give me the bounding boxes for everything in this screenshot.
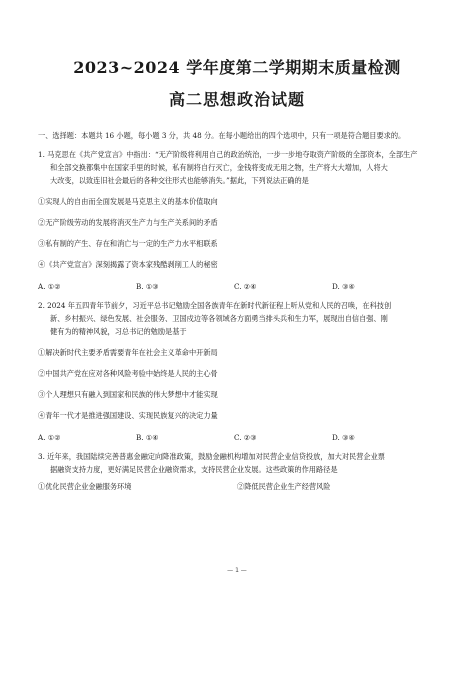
question-stem: 3. 近年来，我国陆续完善普惠金融定向降准政策，鼓励金融机构增加对民营企业信贷投放，加大对民营企业票 bbox=[38, 452, 385, 461]
choice-b: B. ①③ bbox=[136, 282, 159, 291]
question-2 bbox=[38, 299, 436, 338]
question-stem: 1. 马克思在《共产党宣言》中指出：“无产阶级将利用自己的政治统治，一步一步地夺取资产阶级的全部资本，全部生产 bbox=[38, 150, 418, 159]
question-stem: 据融资支持力度，更好满足民营企业融资需求，支持民营企业发展。这些政策的作用路径是 bbox=[50, 465, 338, 474]
question-1 bbox=[38, 148, 436, 187]
question-stem: 2. 2024 年五四青年节前夕，习近平总书记勉励全国各族青年在新时代新征程上听从党和人民的召唤，在科技创 bbox=[38, 301, 392, 310]
question-3 bbox=[38, 450, 436, 476]
choice-c: C. ②④ bbox=[234, 282, 257, 291]
option-statement: ④《共产党宣言》深刻揭露了资本家残酷剥削工人的秘密 bbox=[38, 260, 218, 269]
option-statement: ②中国共产党在应对各种风险考验中始终是人民的主心骨 bbox=[38, 369, 218, 378]
option-statement: ①实现人的自由而全面发展是马克思主义的基本价值取向 bbox=[38, 197, 218, 206]
option-statement: ③私有制的产生、存在和消亡与一定的生产力水平相联系 bbox=[38, 239, 218, 248]
choice-a: A. ①② bbox=[38, 433, 61, 442]
choice-d: D. ③④ bbox=[332, 433, 355, 442]
question-stem: 新、乡村振兴、绿色发展、社会服务、卫国戍边等各领域各方面勇当排头兵和生力军，展现出自信自强、刚 bbox=[50, 314, 388, 323]
answer-choices bbox=[38, 281, 436, 293]
answer-choices bbox=[38, 432, 436, 444]
option-statement: ①解决新时代主要矛盾需要青年在社会主义革命中开新局 bbox=[38, 348, 218, 357]
choice-d: D. ③④ bbox=[332, 282, 355, 291]
section-heading: 一、选择题：本题共 16 小题，每小题 3 分，共 48 分。在每小题给出的四个选项中，只有一项是符合题目要求的。 bbox=[38, 131, 406, 140]
question-stem: 健有为的精神风貌，习总书记的勉励是基于 bbox=[50, 327, 187, 336]
option-statement: ③个人理想只有融入到国家和民族的伟大梦想中才能实现 bbox=[38, 390, 218, 399]
page-subtitle: 高二思想政治试题 bbox=[168, 90, 305, 109]
option-statement: ②降低民营企业生产经营风险 bbox=[237, 482, 331, 491]
question-stem: 大改变，以致连旧社会最后的各种交往形式也能够消失。”据此，下列说法正确的是 bbox=[50, 176, 309, 185]
choice-c: C. ②③ bbox=[234, 433, 257, 442]
page-number: — 1 — bbox=[227, 567, 247, 574]
option-statement: ②无产阶级劳动的发展将消灭生产力与生产关系间的矛盾 bbox=[38, 218, 218, 227]
choice-a: A. ①② bbox=[38, 282, 61, 291]
question-stem: 和全部交换都集中在国家手里的时候，私有制将自行灭亡，金钱将变成无用之物，生产将大大增加，人将大 bbox=[50, 163, 388, 172]
option-statement: ④青年一代才是推进强国建设、实现民族复兴的决定力量 bbox=[38, 411, 218, 420]
choice-b: B. ①④ bbox=[136, 433, 159, 442]
option-statement: ①优化民营企业金融服务环境 bbox=[38, 482, 132, 491]
inline-options bbox=[38, 481, 436, 493]
page-title: 2023~2024 学年度第二学期期末质量检测 bbox=[73, 58, 401, 77]
